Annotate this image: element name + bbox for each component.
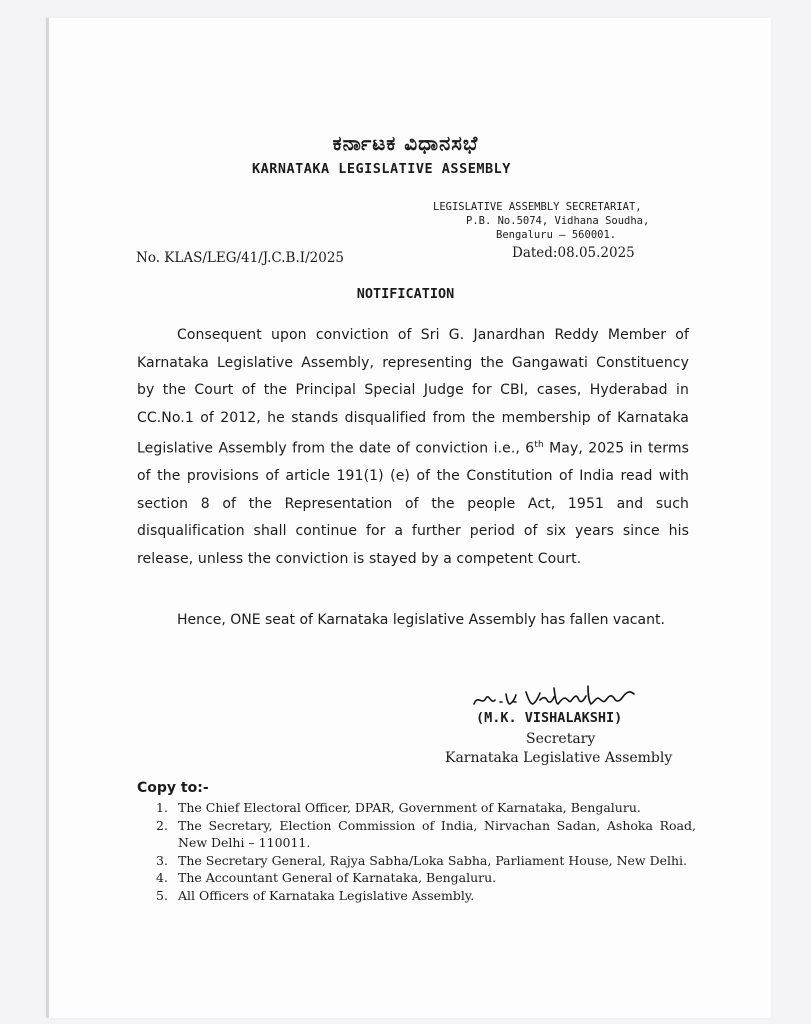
list-item-number: 4.	[156, 870, 168, 885]
list-item-number: 5.	[156, 887, 168, 903]
list-item-text: The Accountant General of Karnataka, Bengaluru.	[178, 870, 497, 885]
secretariat-line-2: P.B. No.5074, Vidhana Soudha,	[466, 215, 650, 227]
english-title: KARNATAKA LEGISLATIVE ASSEMBLY	[252, 161, 511, 177]
list-item-number: 1.	[156, 800, 168, 815]
signatory-designation: Secretary	[526, 731, 596, 747]
list-item-number: 2.	[156, 817, 168, 833]
handwritten-signature	[470, 680, 650, 714]
copy-to-list	[156, 799, 696, 904]
list-item-text: The Chief Electoral Officer, DPAR, Government of Karnataka, Bengaluru.	[178, 800, 641, 815]
copy-to-heading: Copy to:-	[137, 780, 209, 796]
list-item-number: 3.	[156, 852, 168, 868]
secretariat-line-3: Bengaluru – 560001.	[496, 229, 617, 241]
list-item-text: The Secretary General, Rajya Sabha/Loka Sabha, Parliament House, New Delhi.	[178, 852, 688, 868]
para1-text-b: May, 2025 in terms of the provisions of article 191(1) (e) of the Constitution of India read with section 8 of the Representation of the people Act, 1951 and such disqualification shall continue for a further period of six years since his release, unless the conviction is stayed by a competent Court.	[137, 440, 689, 567]
kannada-title: ಕರ್ನಾಟಕ ವಿಧಾನಸಭೆ	[332, 131, 479, 155]
para1-text-a: Consequent upon conviction of Sri G. Janardhan Reddy Member of Karnataka Legislative Assembly, representing the Gangawati Constituency by the Court of the Principal Special Judge for CBI, cases, Hyderabad in CC.No.1 of 2012, he stands disqualified from the membership of Karnataka Legislative Assembly from the date of conviction i.e., 6	[137, 327, 689, 457]
notification-paragraph-1	[137, 322, 689, 573]
list-item	[156, 852, 696, 870]
date-line: Dated:08.05.2025	[512, 245, 635, 261]
list-item	[156, 869, 696, 887]
signatory-organization: Karnataka Legislative Assembly	[445, 750, 673, 766]
reference-number: No. KLAS/LEG/41/J.C.B.I/2025	[136, 250, 345, 266]
secretariat-line-1: LEGISLATIVE ASSEMBLY SECRETARIAT,	[433, 201, 642, 213]
list-item-text: All Officers of Karnataka Legislative Assembly.	[178, 887, 475, 903]
list-item	[156, 817, 696, 852]
para1-superscript: th	[534, 440, 544, 450]
list-item-text: The Secretary, Election Commission of India, Nirvachan Sadan, Ashoka Road, New Delhi – 110011.	[178, 817, 696, 850]
list-item	[156, 887, 696, 905]
signatory-name: (M.K. VISHALAKSHI)	[476, 710, 623, 726]
notification-paragraph-2: Hence, ONE seat of Karnataka legislative Assembly has fallen vacant.	[177, 612, 665, 628]
list-item	[156, 799, 696, 817]
secretariat-address	[433, 200, 693, 242]
notification-heading: NOTIFICATION	[356, 286, 455, 302]
